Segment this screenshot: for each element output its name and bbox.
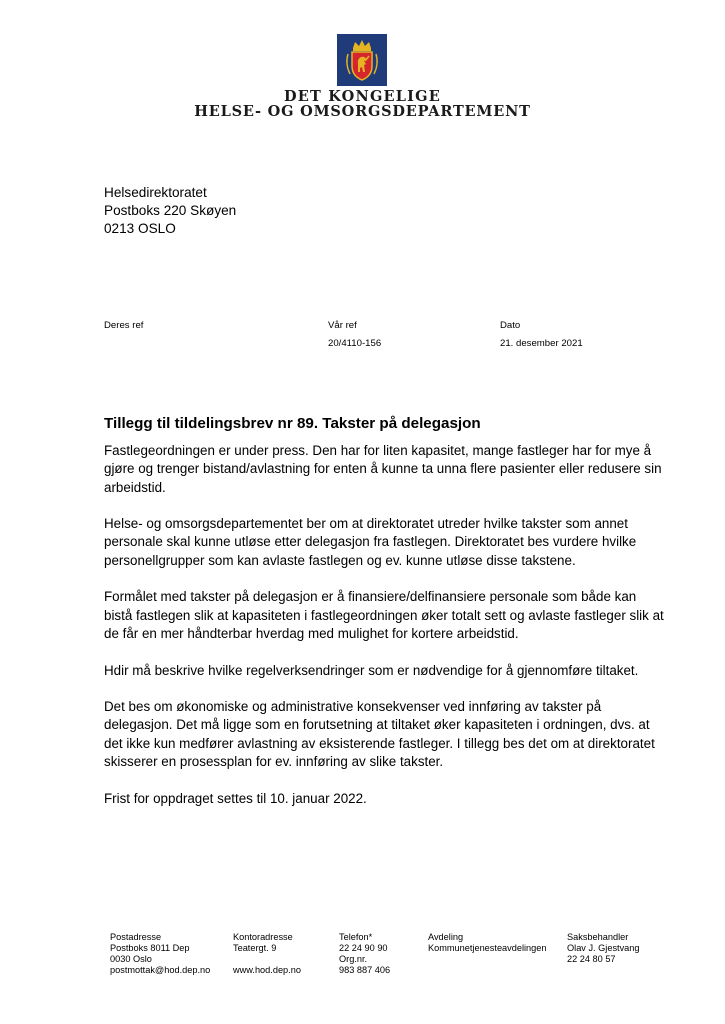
footer-telefon-number: 22 24 90 90 <box>339 943 388 953</box>
royal-coat-of-arms-icon <box>337 34 387 86</box>
footer-postadresse-label: Postadresse <box>110 932 162 942</box>
document-title: Tillegg til tildelingsbrev nr 89. Takster på delegasjon <box>104 415 481 432</box>
footer-saksbehandler <box>567 932 640 965</box>
footer-orgnr-label: Org.nr. <box>339 954 368 964</box>
deres-ref-label: Deres ref <box>104 320 144 331</box>
footer-telefon <box>339 932 390 976</box>
footer-kontoradresse-label: Kontoradresse <box>233 932 293 942</box>
footer-telefon-label: Telefon* <box>339 932 373 942</box>
footer-saksbehandler-name: Olav J. Gjestvang <box>567 943 640 953</box>
footer-saksbehandler-phone: 22 24 80 57 <box>567 954 616 964</box>
footer-kontoradresse <box>233 932 301 976</box>
date-label: Dato <box>500 320 521 331</box>
body-paragraph-1: Fastlegeordningen er under press. Den har for liten kapasitet, mange fastleger har for mye å gjøre og trenger bistand/avlastning for enten å kunne ta unna flere pasienter eller redusere sin arbeidstid. <box>104 443 662 495</box>
crest-graphic <box>337 34 387 86</box>
footer-avdeling-label: Avdeling <box>428 932 464 942</box>
body-paragraph-2: Helse- og omsorgsdepartementet ber om at direktoratet utreder hvilke takster som annet personale skal kunne utløse etter delegasjon fra fastlegen. Direktoratet bes vurdere hvilke personellgrupper som kan avlaste fastlegen og ev. kunne utløse disse takstene. <box>104 516 637 568</box>
footer-kontoradresse-blank <box>233 954 301 965</box>
footer-kontoradresse-line: Teatergt. 9 <box>233 943 277 953</box>
department-name-line1: DET KONGELIGE <box>283 88 441 105</box>
footer-postadresse-line: 0030 Oslo <box>110 954 152 964</box>
footer-orgnr-value: 983 887 406 <box>339 965 391 975</box>
footer-avdeling <box>428 932 547 954</box>
var-ref-value: 20/4110-156 <box>328 338 382 349</box>
recipient-city: 0213 OSLO <box>104 221 176 236</box>
footer-postadresse <box>110 932 210 976</box>
footer-saksbehandler-label: Saksbehandler <box>567 932 629 942</box>
footer-avdeling-value: Kommunetjenesteavdelingen <box>428 943 547 953</box>
body-paragraph-6: Frist for oppdraget settes til 10. januar 2022. <box>104 790 367 806</box>
department-name-line2: HELSE- OG OMSORGSDEPARTEMENT <box>194 103 531 120</box>
letter-body <box>104 442 664 826</box>
footer-postadresse-line: Postboks 8011 Dep <box>110 943 190 953</box>
var-ref-label: Vår ref <box>328 320 357 331</box>
body-paragraph-5: Det bes om økonomiske og administrative konsekvenser ved innføring av takster på delegasjon. Det må ligge som en forutsetning at tiltaket øker kapasiteten i ordningen, dvs. at det ikke kun medfører avlastning av eksisterende fastleger. I tillegg bes det om at direktoratet skisserer en prosessplan for ev. innføring av slike takster. <box>104 699 655 770</box>
body-paragraph-4: Hdir må beskrive hvilke regelverksendringer som er nødvendige for å gjennomføre tiltaket. <box>104 662 639 678</box>
recipient-address <box>104 184 236 238</box>
date-value: 21. desember 2021 <box>500 338 583 349</box>
footer-website: www.hod.dep.no <box>233 965 301 975</box>
recipient-name: Helsedirektoratet <box>104 185 207 200</box>
recipient-street: Postboks 220 Skøyen <box>104 203 237 218</box>
body-paragraph-3: Formålet med takster på delegasjon er å finansiere/delfinansiere personale som både kan bistå fastlegen slik at kapasiteten i fastlegeordningen øker totalt sett og avlaste fastleger slik at de får en mer håndterbar hverdag med mulighet for kortere arbeidstid. <box>104 589 664 641</box>
footer-email: postmottak@hod.dep.no <box>110 965 211 975</box>
